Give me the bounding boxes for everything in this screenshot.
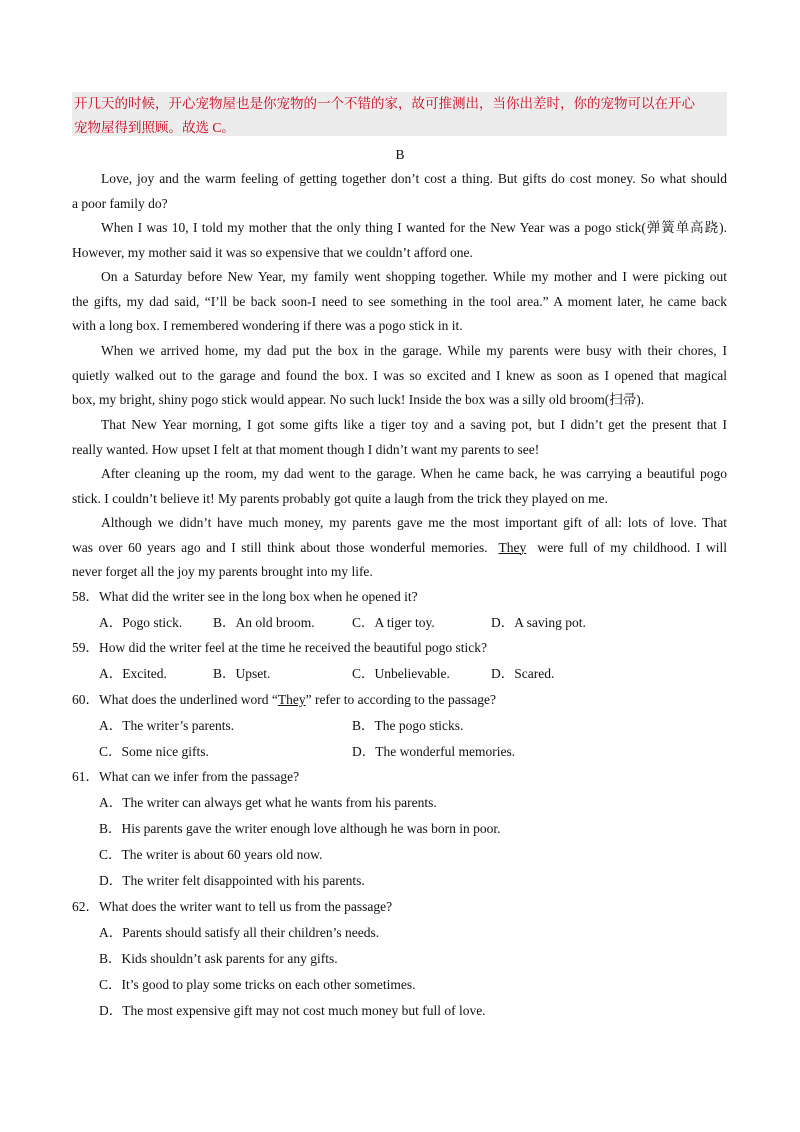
passage-line: with a long box. I remembered wondering if there was a pogo stick in it.: [72, 318, 463, 333]
passage-paragraph-2: [72, 216, 727, 265]
passage-line: However, my mother said it was so expensive that we couldn’t afford one.: [72, 244, 473, 260]
passage-paragraph-5: [72, 413, 727, 462]
question-58-stem: 58．What did the writer see in the long box when he opened it?: [72, 589, 418, 604]
question-62-option-d: D．The most expensive gift may not cost much money but full of love.: [99, 1003, 486, 1018]
question-60-option-c: C．Some nice gifts.: [99, 744, 209, 759]
passage-line: box, my bright, shiny pogo stick would appear. No such luck! Inside the box was a silly old broom(扫帚).: [72, 392, 645, 407]
question-59-option-a: A．Excited.: [99, 666, 167, 681]
question-text: ” refer to according to the passage?: [305, 692, 496, 707]
question-text: 60．What does the underlined word “: [72, 692, 278, 707]
passage-paragraph-6: [72, 462, 727, 511]
question-59-option-b: B．Upset.: [213, 666, 271, 681]
passage-line: Love, joy and the warm feeling of getting together don’t cost a thing. But gifts do cost money. So what should: [101, 171, 727, 186]
passage-line: [72, 536, 727, 561]
question-59-option-c: C．Unbelievable.: [352, 666, 450, 681]
question-62-stem: 62．What does the writer want to tell us from the passage?: [72, 899, 393, 914]
passage-line: stick. I couldn’t believe it! My parents probably got quite a laugh from the trick they played on me.: [72, 490, 608, 506]
question-61-option-b: B．His parents gave the writer enough love although he was born in poor.: [99, 821, 501, 836]
question-62-option-c: C．It’s good to play some tricks on each other sometimes.: [99, 977, 416, 992]
passage-text: was over 60 years ago and I still think about those wonderful memories.: [72, 539, 488, 555]
question-60-option-b: B．The pogo sticks.: [352, 718, 464, 733]
passage-line: a poor family do?: [72, 195, 168, 211]
question-60-stem: [72, 692, 496, 708]
question-59-option-d: D．Scared.: [491, 666, 555, 681]
passage-line: After cleaning up the room, my dad went to the garage. When he came back, he was carrying a beautiful pogo: [101, 466, 727, 481]
question-60-option-a: A．The writer’s parents.: [99, 718, 235, 733]
passage-paragraph-4: [72, 339, 727, 413]
passage-line: never forget all the joy my parents brought into my life.: [72, 564, 373, 579]
question-58-option-d: D．A saving pot.: [491, 615, 586, 630]
passage-paragraph-1: [72, 167, 727, 216]
question-61-option-d: D．The writer felt disappointed with his parents.: [99, 873, 365, 888]
passage-line: really wanted. How upset I felt at that moment though I didn’t want my parents to see!: [72, 441, 540, 457]
question-60-option-d: D．The wonderful memories.: [352, 744, 516, 759]
answer-explanation-line-2: 宠物屋得到照顾。故选 C。: [74, 120, 235, 135]
question-58-option-b: B．An old broom.: [213, 615, 315, 630]
question-62-option-b: B．Kids shouldn’t ask parents for any gifts.: [99, 951, 338, 966]
question-61-option-c: C．The writer is about 60 years old now.: [99, 847, 323, 862]
passage-line: quietly walked out to the garage and found the box. I was so excited and I knew as soon as I opened that magical: [72, 367, 727, 383]
passage-line: When I was 10, I told my mother that the only thing I wanted for the New Year was a pogo stick(弹簧单高跷).: [101, 220, 727, 235]
passage-text: were full of my childhood. I will: [537, 539, 727, 555]
question-61-option-a: A．The writer can always get what he wants from his parents.: [99, 795, 437, 810]
question-59-stem: 59．How did the writer feel at the time he received the beautiful pogo stick?: [72, 640, 487, 655]
question-62-option-a: A．Parents should satisfy all their children’s needs.: [99, 925, 380, 940]
underlined-word: They: [277, 692, 306, 707]
underlined-word: They: [498, 539, 527, 555]
passage-line: On a Saturday before New Year, my family went shopping together. While my mother and I were picking out: [101, 269, 727, 284]
passage-line: That New Year morning, I got some gifts like a tiger toy and a saving pot, but I didn’t get the present that I: [101, 417, 727, 432]
section-heading: B: [395, 147, 405, 162]
passage-paragraph-3: [72, 265, 727, 339]
passage-paragraph-7: [72, 511, 727, 585]
question-58-option-c: C．A tiger toy.: [352, 615, 435, 630]
passage-line: Although we didn’t have much money, my parents gave me the most important gift of all: lots of love. That: [101, 515, 727, 530]
passage-line: the gifts, my dad said, “I’ll be back soon-I need to see something in the tool area.” A moment later, he came back: [72, 293, 727, 309]
question-61-stem: 61．What can we infer from the passage?: [72, 769, 300, 784]
question-58-option-a: A．Pogo stick.: [99, 615, 183, 630]
passage-line: When we arrived home, my dad put the box in the garage. While my parents were busy with their chores, I: [101, 343, 727, 358]
answer-explanation-line-1: 开几天的时候，开心宠物屋也是你宠物的一个不错的家，故可推测出，当你出差时，你的宠物可以在开心: [74, 96, 695, 111]
